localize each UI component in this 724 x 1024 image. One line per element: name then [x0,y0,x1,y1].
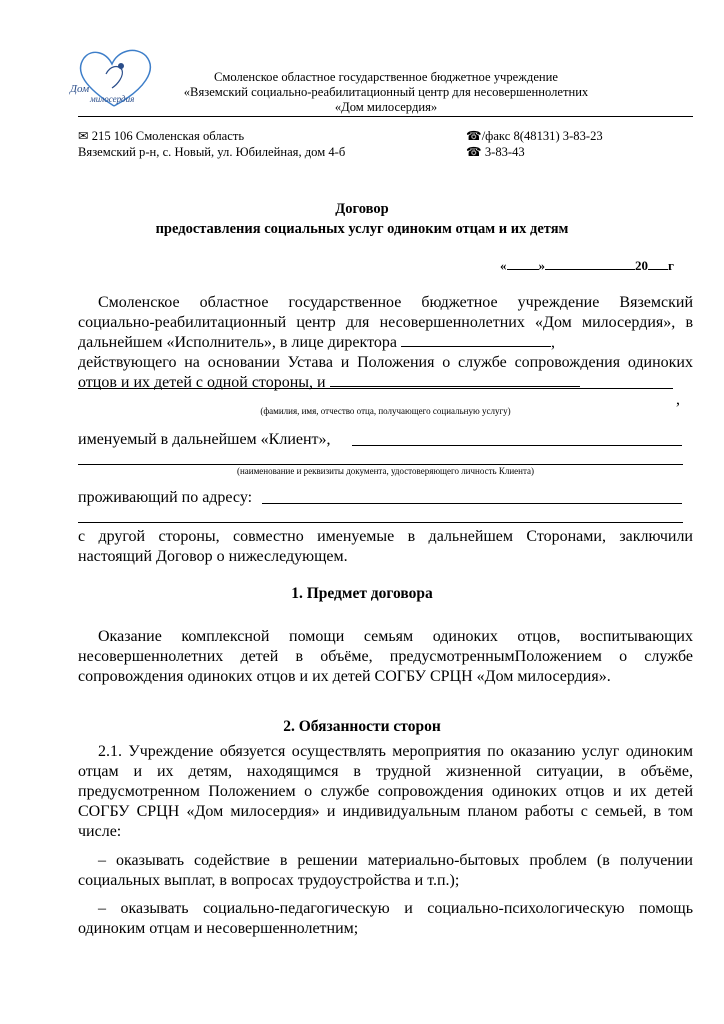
date-field [500,258,674,274]
phone-line2: 3-83-43 [484,145,525,159]
intro-text-a: Смоленское областное государственное бюджетное учреждение Вяземский социально-реабилитационный центр для несовершеннолетних «Дом милосердия», в дальнейшем «Исполнитель», в лице директора [78,294,693,351]
address-label: проживающий по адресу: [78,489,253,506]
header-divider [78,116,693,117]
date-quote-open: « [500,258,507,273]
date-suffix: г [668,258,674,273]
phone-icon: ☎ [466,145,482,159]
postal-address [78,128,345,160]
address-blank-2[interactable] [78,522,683,523]
section2-bullet2: – оказывать социально-педагогическую и социально-психологическую помощь одиноким отцам и несовершеннолетним; [78,900,693,937]
phone-line1: /факс 8(48131) 3-83-23 [481,129,603,143]
intro-paragraph: Смоленское областное государственное бюджетное учреждение Вяземский социально-реабилитационный центр для несовершеннолетних «Дом милосердия», в дальнейшем «Исполнитель», в лице директора , [78,294,693,351]
phone-icon: ☎ [466,129,482,143]
comma: , [676,391,680,408]
intro-text-b: действующего на основании Устава и Положения о службе сопровождения одиноких отцов и их детей с одной стороны, и [78,354,693,391]
intro-paragraph-b [78,353,693,393]
organization-header [168,70,604,115]
logo-text [70,84,134,104]
date-year: 20 [635,258,648,273]
logo-line2: милосердия [90,94,135,104]
section2-bullet1: – оказывать содействие в решении материально-бытовых проблем (в получении социальных выплат, в вопросах трудоустройства и т.п.); [78,852,693,889]
client-blank[interactable] [352,445,682,446]
client-name-blank[interactable] [330,386,580,387]
client-label: именуемый в дальнейшем «Клиент», [78,431,331,448]
org-line2: «Вяземский социально-реабилитационный центр для несовершеннолетних [183,85,589,99]
fio-blank[interactable] [78,388,673,389]
document-blank[interactable] [78,464,683,465]
org-line1: Смоленское областное государственное бюджетное учреждение [214,70,558,84]
logo-line1: Дом [70,83,90,95]
phone-block [466,128,603,160]
client-label-row [78,430,693,450]
section2-p21: 2.1. Учреждение обязуется осуществлять мероприятия по оказанию услуг одиноким отцам и их детям, находящимся в трудной жизненной ситуации, в объёме, предусмотренном Положением о службе сопровождения одиноких отцов и их детей СОГБУ СРЦН «Дом милосердия» и индивидуальным планом работы с семьей, в том числе: [78,743,693,840]
address-line1: 215 106 Смоленская область [91,129,245,143]
address-line2: Вяземский р-н, с. Новый, ул. Юбилейная, дом 4-б [78,145,346,159]
section1-text: Оказание комплексной помощи семьям одиноких отцов, воспитывающих несовершеннолетних детей в объёме, предусмотреннымПоложением о службе сопровождения одиноких отцов и их детей СОГБУ СРЦН «Дом милосердия». [78,628,693,685]
director-name-blank[interactable] [401,346,551,347]
envelope-icon: ✉ [78,129,89,143]
caption-doc: (наименование и реквизиты документа, удостоверяющего личность Клиента) [236,466,535,476]
section2-heading: 2. Обязанности сторон [283,718,441,735]
caption-fio: (фамилия, имя, отчество отца, получающего социальную услугу) [260,406,511,416]
document-title: Договор [335,201,389,217]
org-line3: «Дом милосердия» [334,100,438,114]
date-quote-close: » [538,258,545,273]
parties-paragraph: с другой стороны, совместно именуемые в дальнейшем Сторонами, заключили настоящий Договор о нижеследующем. [78,528,693,565]
address-blank[interactable] [262,503,682,504]
address-label-row [78,488,693,508]
section1-heading: 1. Предмет договора [291,585,433,602]
document-subtitle: предоставления социальных услуг одиноким отцам и их детям [155,221,569,237]
